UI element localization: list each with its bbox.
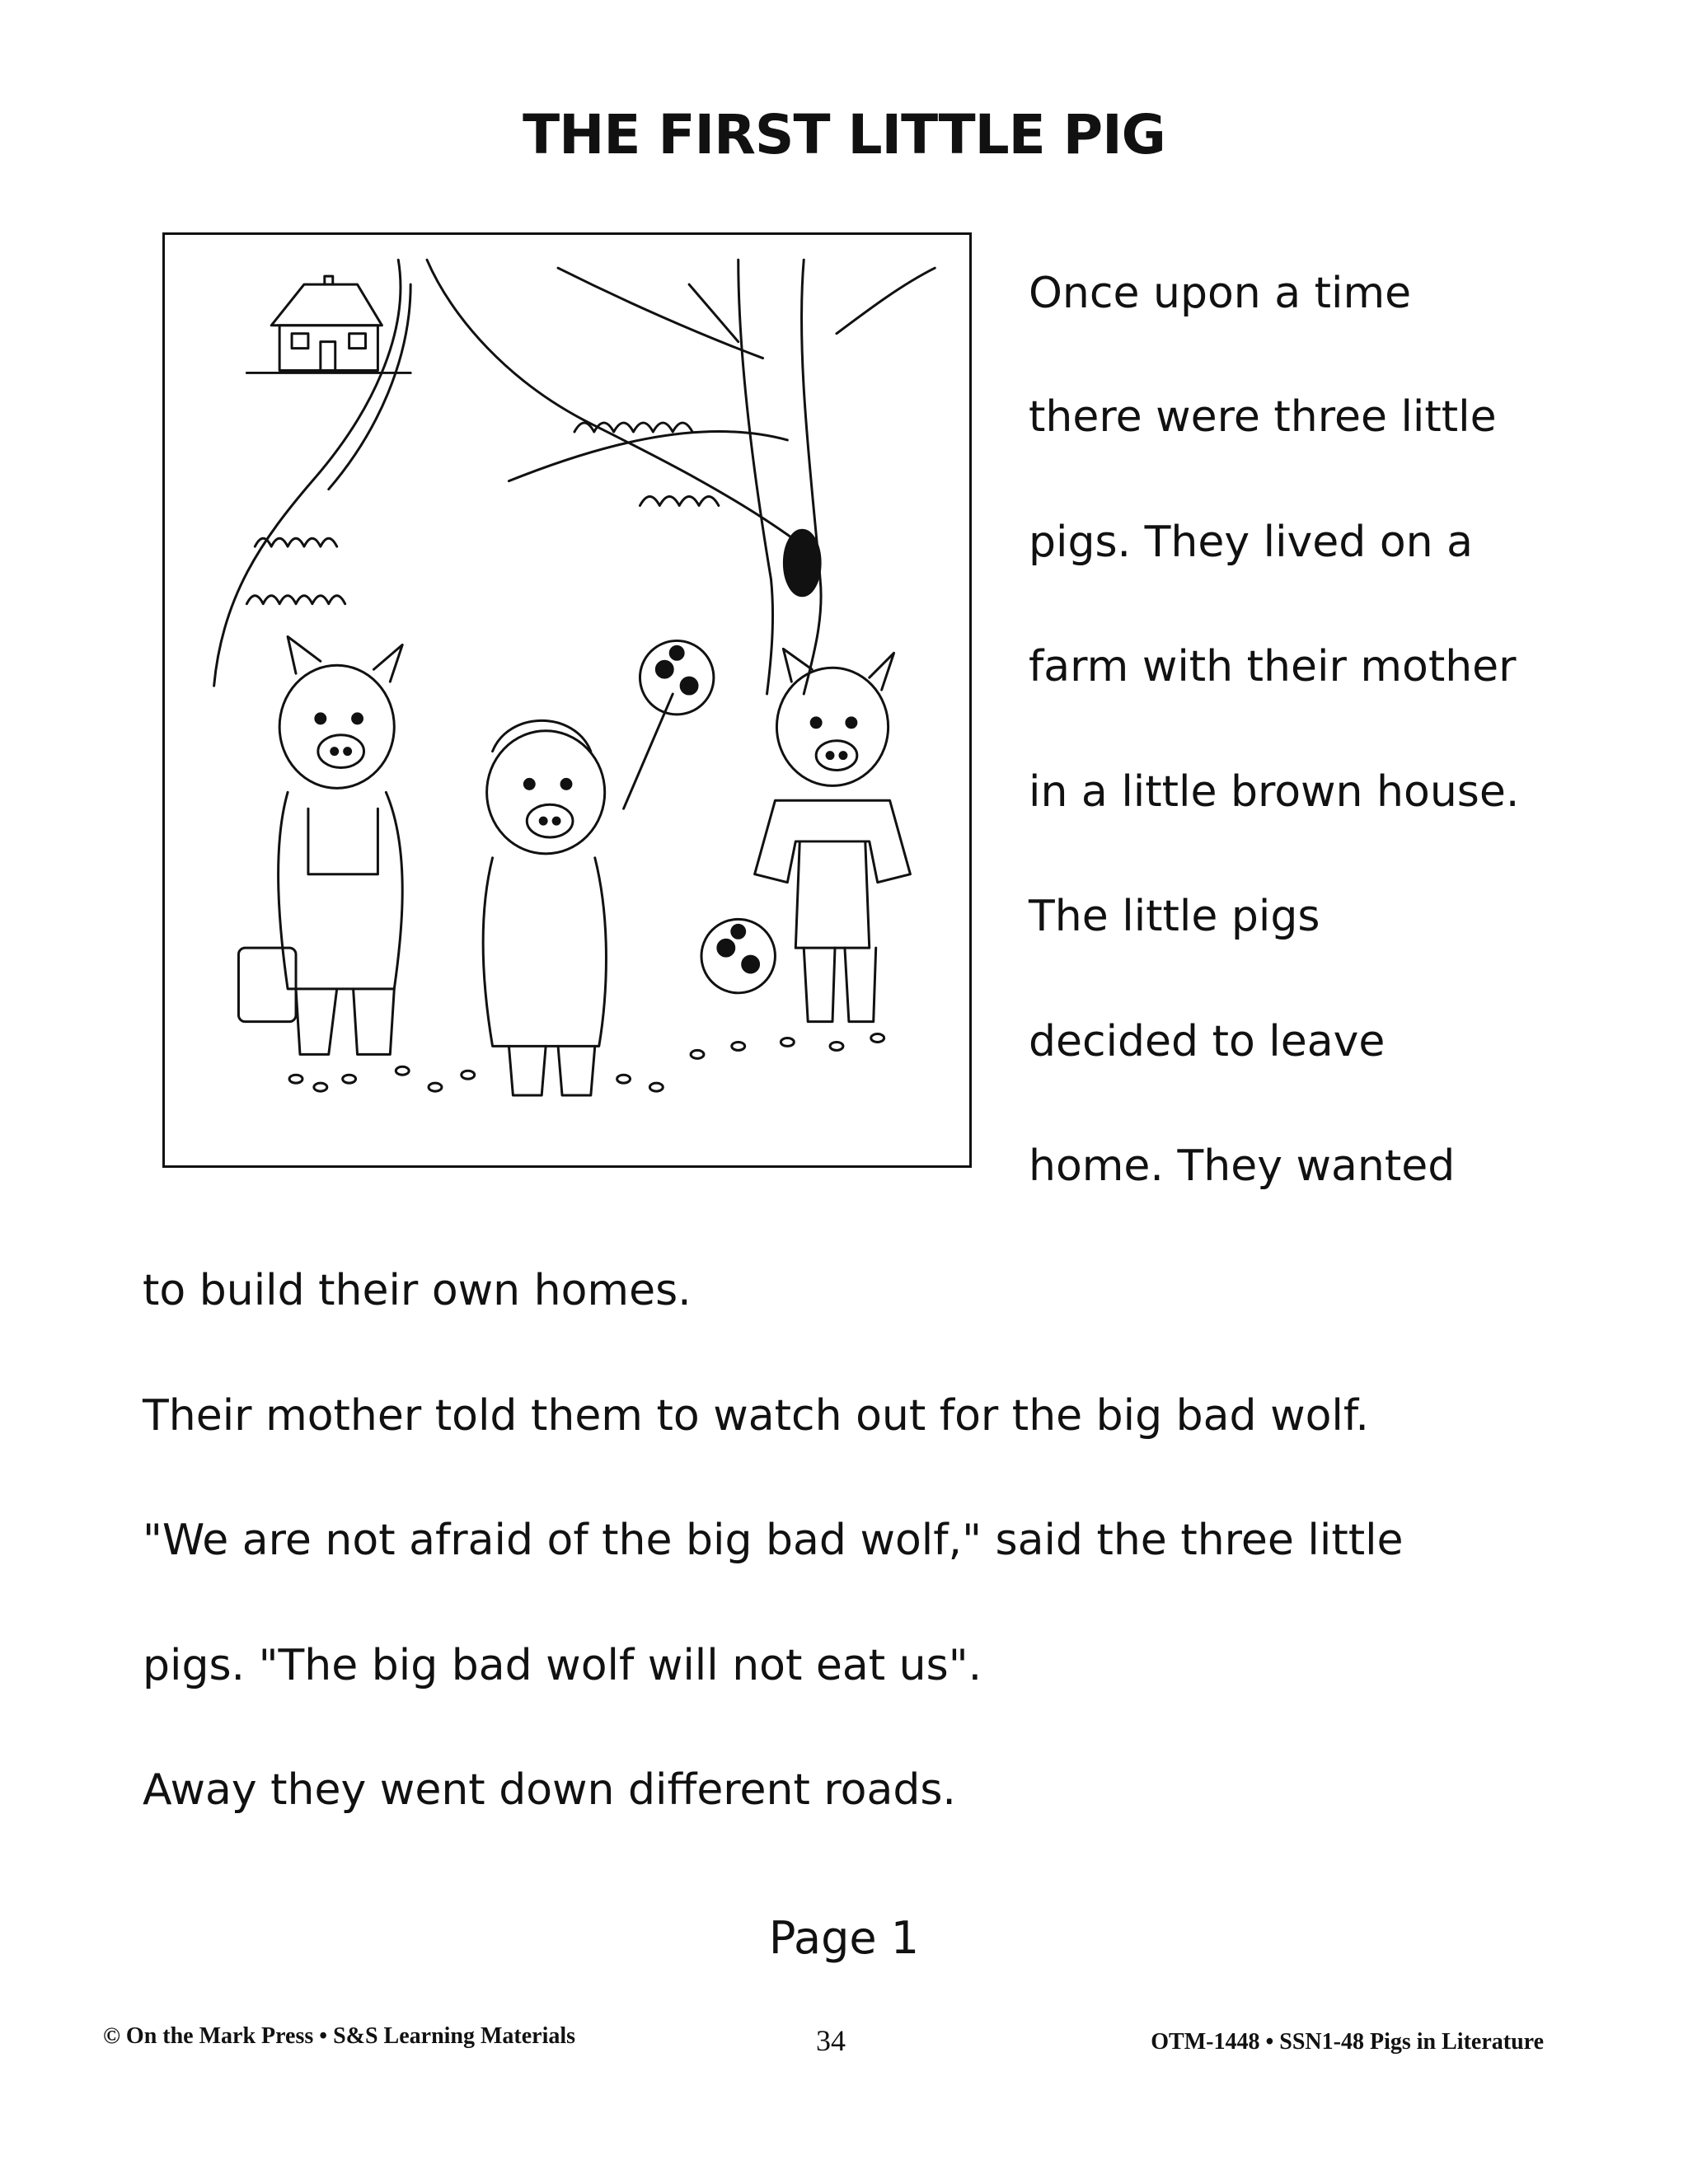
story-line-6: The little pigs xyxy=(1029,892,1320,941)
story-line-13: Away they went down different roads. xyxy=(143,1765,956,1815)
three-pigs-drawing xyxy=(165,235,969,1165)
story-line-5: in a little brown house. xyxy=(1029,767,1520,817)
story-line-3: pigs. They lived on a xyxy=(1029,518,1473,567)
page-title: THE FIRST LITTLE PIG xyxy=(523,103,1165,166)
footer-catalog-id: OTM-1448 • SSN1-48 Pigs in Literature xyxy=(1151,2029,1544,2055)
three-pigs-illustration xyxy=(162,232,972,1168)
story-line-2: there were three little xyxy=(1029,392,1497,442)
pig-with-overalls-icon xyxy=(238,636,402,1054)
story-line-8: home. They wanted xyxy=(1029,1141,1456,1191)
story-line-1: Once upon a time xyxy=(1029,269,1412,318)
story-line-12: pigs. "The big bad wolf will not eat us". xyxy=(143,1641,982,1690)
pig-with-cap-icon xyxy=(483,640,714,1095)
pebbles-icon xyxy=(289,1034,884,1092)
page-number-label: Page 1 xyxy=(768,1912,920,1964)
story-line-10: Their mother told them to watch out for the big bad wolf. xyxy=(143,1391,1369,1441)
pig-with-shirt-icon xyxy=(701,649,910,1021)
story-line-11: "We are not afraid of the big bad wolf," said the three little xyxy=(143,1516,1404,1565)
footer-page-number: 34 xyxy=(816,2024,846,2057)
story-line-4: farm with their mother xyxy=(1029,642,1517,691)
story-line-7: decided to leave xyxy=(1029,1017,1386,1066)
footer-copyright: © On the Mark Press • S&S Learning Materials xyxy=(103,2023,576,2049)
story-line-9: to build their own homes. xyxy=(143,1266,692,1315)
